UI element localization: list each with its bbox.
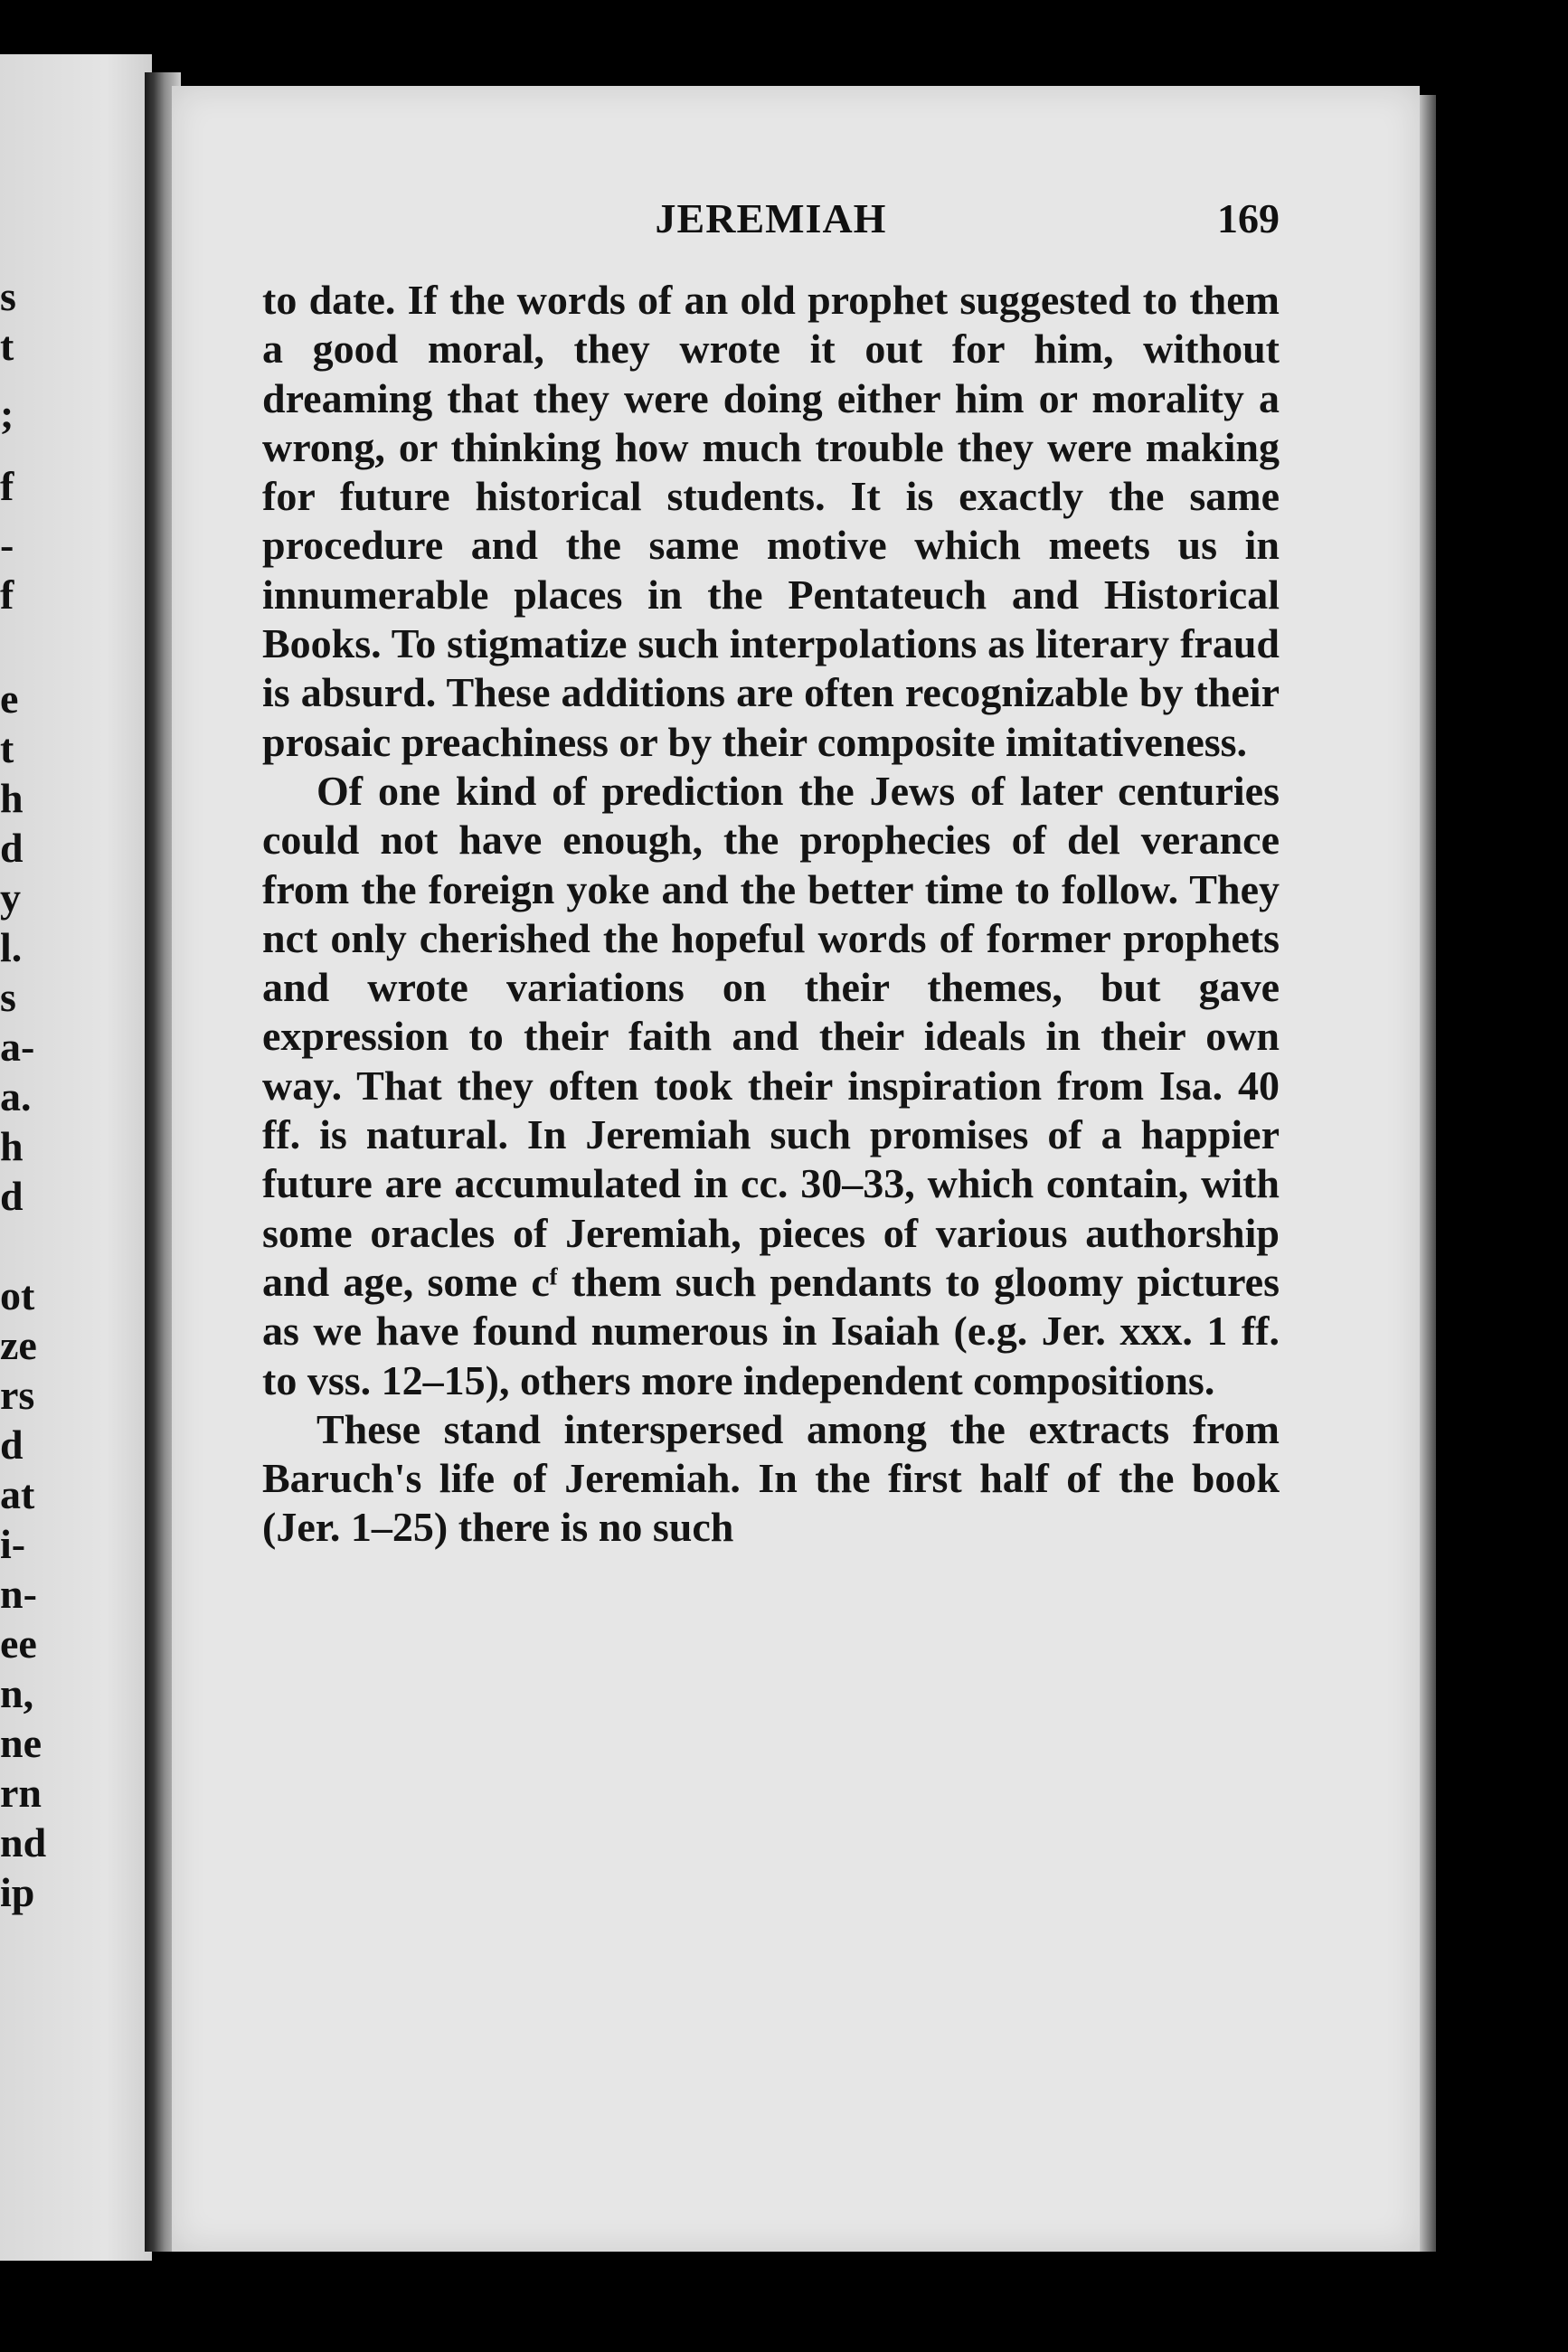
left-page-letter: t [0,323,14,369]
left-page-letter: d [0,1422,24,1468]
left-page-letter: t [0,725,14,771]
left-page-letter: ze [0,1322,37,1368]
left-page-letter: h [0,775,24,821]
left-page-letter: a- [0,1024,35,1070]
paragraph-2: Of one kind of prediction the Jews of later centuries could not have enough, the prophecies of del verance from the foreign yoke and the better time to follow. They nct only cherished the hopeful words of former prophets and wrote variations on their themes, but gave expression to their faith and their ideals in their own way. That they often took their inspiration from Isa. 40 ff. is natural. In Jeremiah such promises of a happier future are accumulated in cc. 30–33, which contain, with some oracles of Jeremiah, pieces of various authorship and age, some cᶠ them such pendants to gloomy pictures as we have found numerous in Isaiah (e.g. Jer. xxx. 1 ff. to vss. 12–15), others more independent compositions. [262,767,1280,1403]
left-page-letter: n- [0,1571,37,1617]
left-page-letter: n, [0,1670,34,1716]
left-page-letter: ; [0,391,14,437]
left-page-letter: rn [0,1770,42,1816]
left-page-letter: d [0,825,24,871]
left-page-letter: y [0,874,21,921]
left-page-letters [0,54,47,2261]
left-page-letter: i- [0,1521,26,1567]
left-page-letter: ee [0,1620,37,1667]
left-page-letter: ip [0,1869,35,1915]
running-head [262,194,1280,258]
left-page-letter: at [0,1471,35,1517]
left-page-letter: l. [0,924,23,970]
left-page-letter: a. [0,1073,32,1119]
left-page-letter: rs [0,1372,35,1418]
running-title: JEREMIAH [655,195,887,241]
page-number: 169 [1217,195,1280,241]
book-page [172,86,1420,2252]
left-page-edge [0,54,152,2261]
left-page-letter: s [0,974,16,1020]
left-page-letter: ne [0,1720,42,1766]
left-page-letter: - [0,522,14,568]
paragraph-1: to date. If the words of an old prophet suggested to them a good moral, they wrote it out for him, without dreaming that they were doing either him or morality a wrong, or thinking how much trouble they were making for future historical students. It is exactly the same procedure and the same motive which meets us in innumerable places in the Pentateuch and Historical Books. To stigmatize such interpolations as literary fraud is absurd. These additions are often recognizable by their prosaic preachiness or by their composite imitativeness. [262,277,1280,765]
left-page-letter: s [0,273,16,319]
left-page-letter: h [0,1123,24,1169]
body-text [262,276,1280,1553]
left-page-letter: f [0,463,14,509]
left-page-letter: f [0,571,14,618]
left-page-letter: e [0,675,19,722]
left-page-letter: ot [0,1272,35,1318]
left-page-letter: d [0,1173,24,1219]
page-right-edge [1420,95,1436,2252]
left-page-letter: nd [0,1819,47,1866]
paragraph-3: These stand interspersed among the extracts from Baruch's life of Jeremiah. In the first half of the book (Jer. 1–25) there is no such [262,1405,1280,1551]
